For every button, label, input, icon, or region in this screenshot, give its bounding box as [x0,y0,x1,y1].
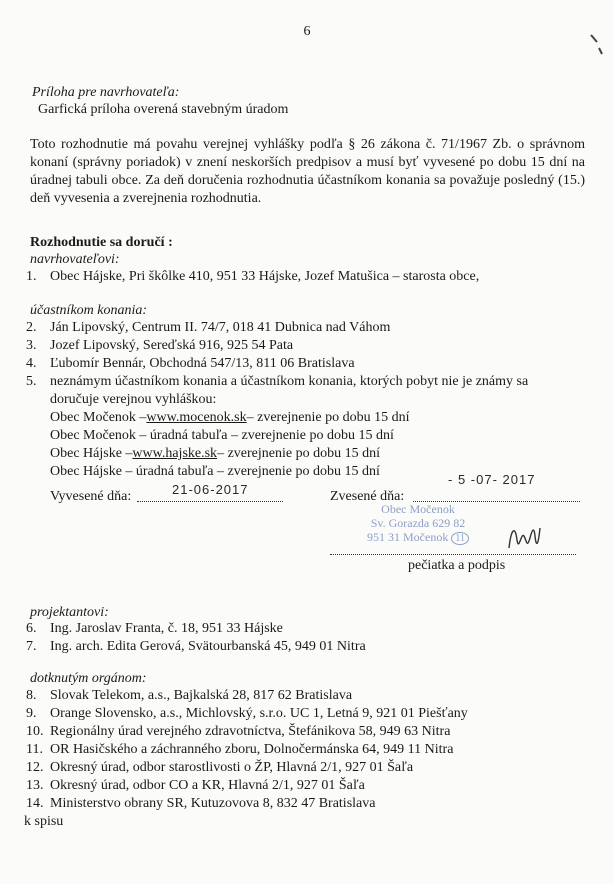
list-item: 14. Ministerstvo obrany SR, Kutuzovova 8, 832 47 Bratislava [26,796,376,811]
stamp-line: 951 31 Močenok 11 [358,530,478,546]
posted-label: Vyvesené dňa: [50,489,132,504]
list-item: 3. Jozef Lipovský, Sereďská 916, 925 54 Pata [26,338,294,353]
authorities-list [26,687,468,831]
delivery-heading: Rozhodnutie sa doručí : [30,235,173,250]
list-item: 11. OR Hasičského a záchranného zboru, Dolnočermánska 64, 949 11 Nitra [26,742,454,757]
removed-label: Zvesené dňa: [330,489,405,504]
list-item: 1. Obec Hájske, Pri škôlke 410, 951 33 Hájske, Jozef Matušica – starosta obce, [26,269,480,284]
list-item: 10. Regionálny úrad verejného zdravotníctva, Štefánikova 58, 949 63 Nitra [26,724,451,739]
public-notice-paragraph: Toto rozhodnutie má povahu verejnej vyhlášky podľa § 26 zákona č. 71/1967 Zb. o správnom konaní (správny poriadok) v znení neskorších predpisov a musí byť vyvesené po dobu 15 dní na úradnej tabuli obce. Za deň doručenia rozhodnutia účastníkom konania sa považuje posledný (15.) deň vyvesenia a zverejnenia rozhodnutia. [30,137,585,206]
appendix-heading: Príloha pre navrhovateľa: [32,85,180,100]
stamp-number: 11 [451,532,469,545]
designers-heading: projektantovi: [30,605,109,620]
removed-dots [413,489,580,502]
participants-list [26,319,528,481]
list-item-continuation: doručuje verejnou vyhláškou: [50,392,217,407]
mocenok-link[interactable]: www.mocenok.sk [146,410,247,425]
list-tail: k spisu [24,814,64,829]
applicant-heading: navrhovateľovi: [30,252,120,267]
applicant-list [26,268,479,286]
posted-date: 21-06-2017 [172,482,249,497]
participants-heading: účastníkom konania: [30,303,148,318]
publication-item: Obec Močenok – úradná tabuľa – zverejnenie po dobu 15 dní [50,428,394,443]
corner-mark [588,32,608,62]
municipal-stamp [358,502,478,546]
appendix-item: Garfická príloha overená stavebným úradom [38,102,289,117]
authorities-heading: dotknutým orgánom: [30,671,147,686]
hajske-link[interactable]: www.hajske.sk [132,446,218,461]
stamp-line: Sv. Gorazda 629 82 [370,516,466,530]
list-item: 7. Ing. arch. Edita Gerová, Svätourbanská 45, 949 01 Nitra [26,639,366,654]
list-item: 5. neznámym účastníkom konania a účastníkom konania, ktorých pobyt nie je známy sa [26,374,529,389]
list-item: 6. Ing. Jaroslav Franta, č. 18, 951 33 Hájske [26,621,283,636]
page-number: 6 [303,24,311,39]
list-item: 12. Okresný úrad, odbor starostlivosti o ŽP, Hlavná 2/1, 927 01 Šaľa [26,760,414,775]
list-item: 8. Slovak Telekom, a.s., Bajkalská 28, 817 62 Bratislava [26,688,353,703]
stamp-line: Obec Močenok [381,502,455,516]
publication-item: Obec Močenok – www.mocenok.sk – zverejnenie po dobu 15 dní [50,410,410,425]
publication-item: Obec Hájske – úradná tabuľa – zverejnenie po dobu 15 dní [50,464,380,479]
publication-item: Obec Hájske – www.hajske.sk – zverejnenie po dobu 15 dní [50,446,380,461]
list-item: 4. Ľubomír Bennár, Obchodná 547/13, 811 06 Bratislava [26,356,355,371]
removed-date: - 5 -07- 2017 [448,472,536,487]
designers-list [26,620,366,656]
list-item: 2. Ján Lipovský, Centrum II. 74/7, 018 41 Dubnica nad Váhom [26,320,391,335]
signature-label: pečiatka a podpis [408,558,506,573]
signature-dots [330,542,576,555]
list-item: 9. Orange Slovensko, a.s., Michlovský, s.r.o. UC 1, Letná 9, 921 01 Piešťany [26,706,468,721]
list-item: 13. Okresný úrad, odbor CO a KR, Hlavná 2/1, 927 01 Šaľa [26,778,365,793]
